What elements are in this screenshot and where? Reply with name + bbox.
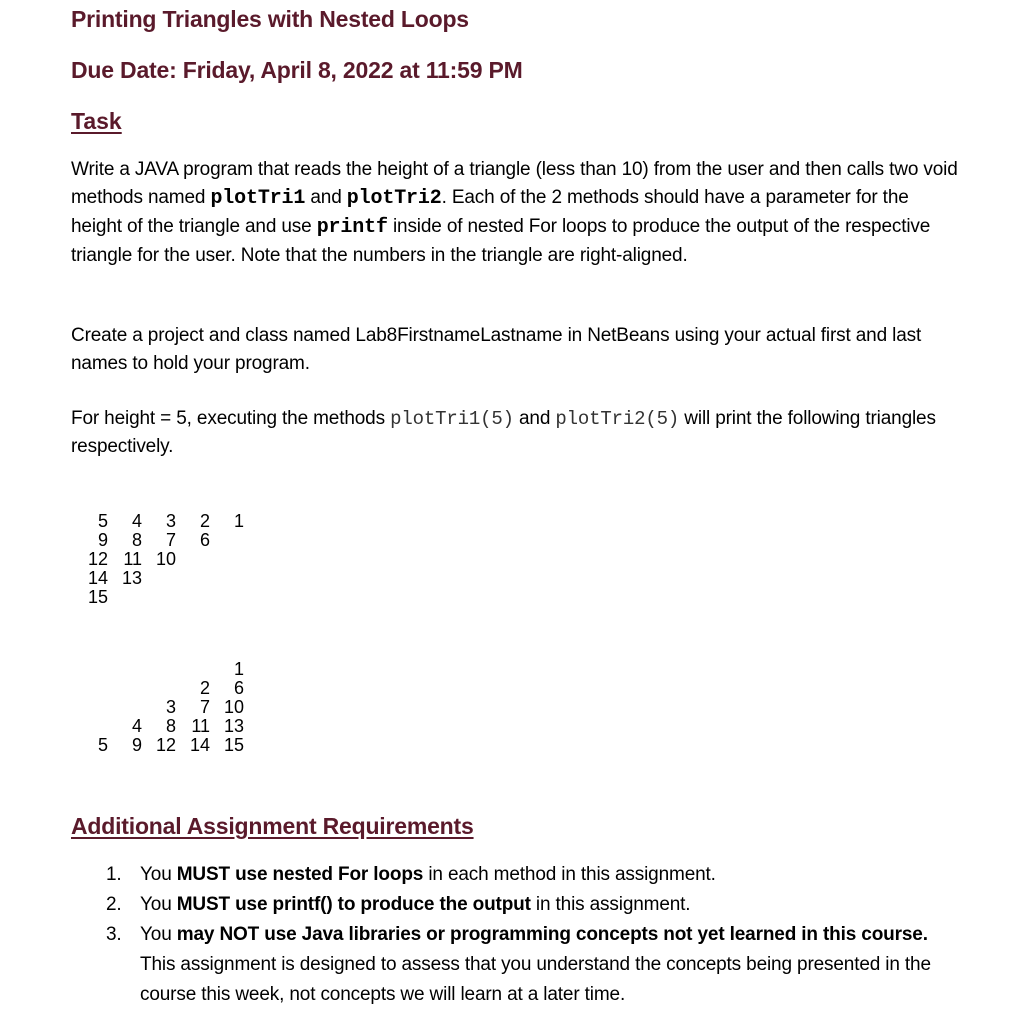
code-plottri1-call: plotTri1(5) <box>390 408 514 430</box>
code-printf: printf <box>316 216 388 239</box>
triangle-number: 1 <box>233 511 244 531</box>
triangle-number: 11 <box>123 549 142 569</box>
triangle-number: 9 <box>131 735 142 755</box>
triangle-number: 12 <box>155 735 176 755</box>
requirement-number: 1. <box>106 864 122 885</box>
method-name-plottri1: plotTri1 <box>210 187 306 210</box>
requirements-heading: Additional Assignment Requirements <box>71 813 474 839</box>
requirement-text: in this assignment. <box>530 894 691 915</box>
requirement-text: in each method in this assignment. <box>423 864 716 885</box>
triangle-number: 7 <box>199 697 210 717</box>
triangle-number: 6 <box>199 530 210 550</box>
code-plottri2-call: plotTri2(5) <box>555 408 680 430</box>
text-span: and <box>513 408 556 429</box>
triangle-number: 8 <box>131 530 142 550</box>
triangle-number: 10 <box>223 697 244 717</box>
requirement-item <box>71 860 961 890</box>
text-span: Write a JAVA program that reads the height of a triangle (less than 10) from the user and then calls two void methods named <box>71 159 958 208</box>
triangle-number: 7 <box>165 530 176 550</box>
due-date: Due Date: Friday, April 8, 2022 at 11:59 PM <box>71 57 523 83</box>
triangle-number: 3 <box>165 511 176 531</box>
triangle-number: 5 <box>97 511 108 531</box>
triangle-number: 8 <box>165 716 176 736</box>
triangle-number: 12 <box>87 549 108 569</box>
text-span: For height = 5, executing the methods <box>71 408 391 429</box>
requirement-item <box>71 890 961 920</box>
text-span: inside of nested For loops to produce the output of the respective triangle for the user. Note that the numbers in the triangle are right-aligned. <box>71 216 931 266</box>
requirements-list <box>71 860 961 1010</box>
triangle-number: 15 <box>87 587 108 607</box>
task-heading: Task <box>71 108 122 134</box>
triangle-number: 4 <box>131 511 142 531</box>
requirement-text: You <box>140 924 177 945</box>
requirement-number: 3. <box>106 924 122 945</box>
triangle-number: 14 <box>87 568 108 588</box>
triangle-number: 14 <box>189 735 210 755</box>
project-instructions-paragraph: Create a project and class named Lab8FirstnameLastname in NetBeans using your actual first and last names to hold your program. <box>71 325 922 374</box>
triangle-number: 11 <box>191 716 210 736</box>
triangle-number: 3 <box>165 697 176 717</box>
text-span: will print the following triangles respectively. <box>71 408 936 457</box>
text-span: and <box>305 187 347 208</box>
triangle-number: 2 <box>199 678 210 698</box>
text-span: . Each of the 2 methods should have a parameter for the height of the triangle and use <box>71 187 909 237</box>
triangle-number: 5 <box>97 735 108 755</box>
requirement-text: This assignment is designed to assess that you understand the concepts being presented in the course this week, not concepts we will learn at a later time. <box>140 954 931 1005</box>
triangle-number: 9 <box>97 530 108 550</box>
triangle-number: 1 <box>233 659 244 679</box>
triangle-number: 2 <box>199 511 210 531</box>
triangle-number: 13 <box>223 716 244 736</box>
triangle-number: 6 <box>233 678 244 698</box>
requirement-number: 2. <box>106 894 122 915</box>
method-name-plottri2: plotTri2 <box>346 187 442 210</box>
triangle-number: 4 <box>131 716 142 736</box>
triangle-number: 15 <box>223 735 244 755</box>
example-paragraph <box>71 405 961 461</box>
requirement-emphasis: MUST use printf() to produce the output <box>176 894 531 915</box>
requirement-item <box>71 920 961 1010</box>
triangle-number: 10 <box>155 549 176 569</box>
requirement-text: You <box>140 894 177 915</box>
document-title: Printing Triangles with Nested Loops <box>71 6 469 32</box>
triangle-number: 13 <box>121 568 142 588</box>
requirement-text: You <box>140 864 177 885</box>
task-description-paragraph <box>71 156 961 270</box>
requirement-emphasis: MUST use nested For loops <box>176 864 424 885</box>
requirement-emphasis: may NOT use Java libraries or programming concepts not yet learned in this course. <box>176 924 928 945</box>
